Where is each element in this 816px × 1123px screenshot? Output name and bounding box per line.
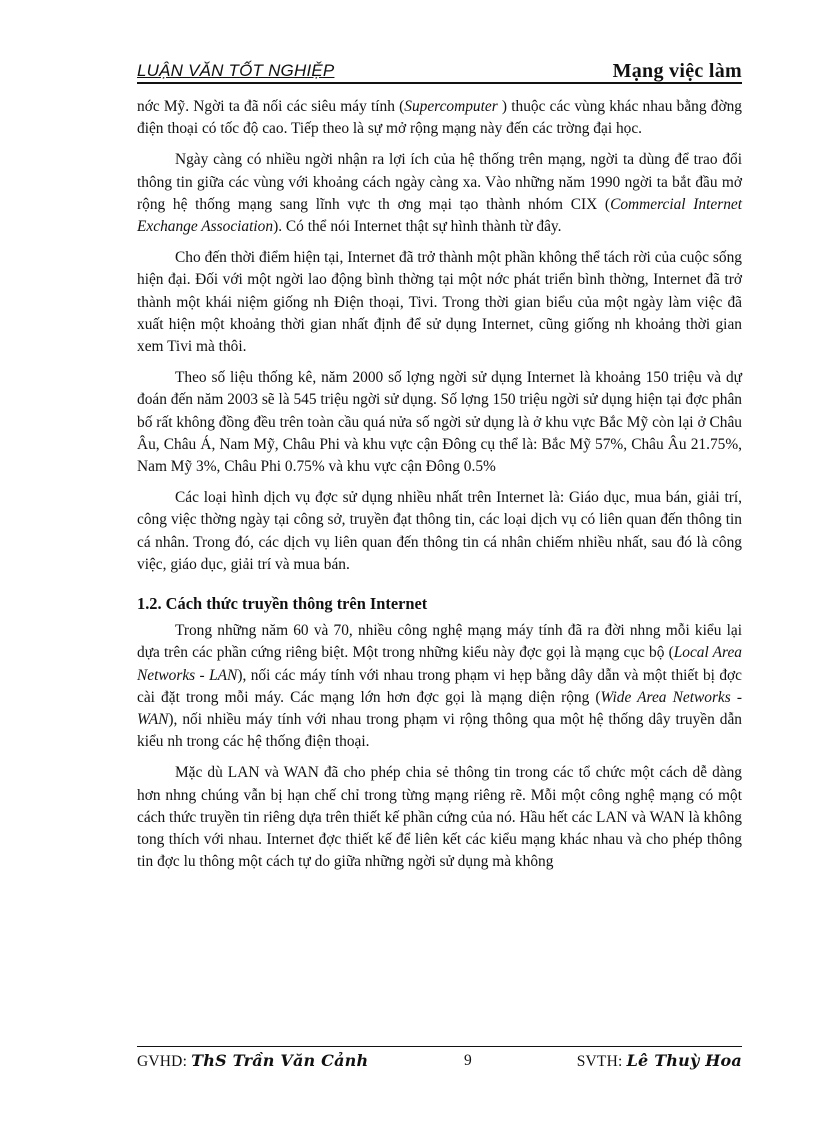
term-cix: Commercial Internet Exchange Association — [137, 195, 742, 236]
paragraph-2 — [137, 149, 742, 238]
header-rule — [137, 82, 742, 84]
term-supercomputer: Supercomputer — [404, 98, 498, 115]
paragraph-5: Các loại hình dịch vụ đợc sử dụng nhiều nhất trên Internet là: Giáo dục, mua bán, giải trí, công việc thờng ngày tại công sở, truyền đạt thông tin, các loại dịch vụ có liên quan đến thông tin cá nhân. Trong đó, các dịch vụ liên quan đến thông tin cá nhân chiếm nhiều nhất, sau đó là công việc, giáo dục, giải trí và mua bán. — [137, 489, 742, 573]
page-header — [137, 58, 742, 84]
paragraph-3: Cho đến thời điểm hiện tại, Internet đã trở thành một phần không thể tách rời của cuộc sống hiện đại. Đối với một ngời lao động bình thờng tại một nớc phát triển bình thờng, Internet đã trở thành một khái niệm giống nh Điện thoại, Tivi. Trong thời gian biểu của một ngày làm việc đã xuất hiện một khoảng thời gian nhất định để sử dụng Internet, cũng giống nh khoảng thời gian xem Tivi mà thôi. — [137, 249, 742, 356]
footer-supervisor — [137, 1051, 368, 1071]
footer-student-name: Lê Thuỳ Hoa — [626, 1051, 742, 1070]
header-topic-title: Mạng việc làm — [612, 60, 742, 82]
footer-supervisor-label: GVHD: — [137, 1053, 188, 1070]
footer-supervisor-name: ThS Trần Văn Cảnh — [191, 1051, 369, 1070]
section-heading: 1.2. Cách thức truyền thông trên Internet — [137, 594, 428, 614]
paragraph-4: Theo số liệu thống kê, năm 2000 số lợng ngời sử dụng Internet là khoảng 150 triệu và dự đoán đến năm 2003 sẽ là 545 triệu ngời sử dụng. Số lợng 150 triệu ngời sử dụng hiện tại đợc phân bố rất không đồng đều trên toàn cầu quá nửa số ngời sử dụng là ở khu vực Bắc Mỹ còn lại ở Châu Âu, Châu Á, Nam Mỹ, Châu Phi và khu vực cận Đông cụ thể là: Bắc Mỹ 57%, Châu Âu 21.75%, Nam Mỹ 3%, Châu Phi 0.75% và khu vực cận Đông 0.5% — [137, 369, 742, 476]
term-lan: Local Area Networks - LAN — [137, 644, 742, 684]
term-wan: Wide Area Networks - WAN — [137, 688, 742, 729]
paragraph-1-text-b: ) thuộc các vùng khác nhau bằng đờng điện thoại có tốc độ cao. Tiếp theo là sự mở rộng mạng này đến các trờng đại học. — [137, 98, 742, 138]
paragraph-1-text-a: nớc Mỹ. Ngời ta đã nối các siêu máy tính ( — [137, 98, 405, 115]
paragraph-2-text-a: Ngày càng có nhiều ngời nhận ra lợi ích của hệ thống trên mạng, ngời ta dùng để trao đổi thông tin giữa các vùng với khoảng cách ngày càng xa. Vào những năm 1990 ngời ta bắt đầu mở rộng hệ thống mạng sang lĩnh vực th ơng mại tạo thành nhóm CIX ( — [137, 151, 742, 213]
paragraph-6 — [137, 620, 742, 753]
header-thesis-title: LUẬN VĂN TỐT NGHIỆP — [137, 61, 335, 80]
footer-student — [577, 1051, 742, 1071]
page-number: 9 — [464, 1052, 472, 1069]
page-body — [137, 96, 742, 883]
paragraph-2-text-b: ). Có thể nói Internet thật sự hình thành từ đây. — [273, 218, 562, 236]
paragraph-6-text-b: ), nối các máy tính với nhau trong phạm vi hẹp bằng dây dẫn và một thiết bị đợc cài đặt trong mỗi máy. Các mạng lớn hơn đợc gọi là mạng diện rộng ( — [137, 666, 742, 706]
paragraph-7: Mặc dù LAN và WAN đã cho phép chia sẻ thông tin trong các tổ chức một cách dễ dàng hơn nhng chúng vẫn bị hạn chế chỉ trong từng mạng riêng rẽ. Mỗi một công nghệ mạng có một cách thức truyền tin riêng dựa trên thiết kế phần cứng của nó. Hầu hết các LAN và WAN là không tong thích với nhau. Internet đợc thiết kế để liên kết các kiểu mạng khác nhau và cho phép thông tin đợc lu thông một cách tự do giữa những ngời sử dụng mà không — [137, 764, 742, 871]
paragraph-1 — [137, 96, 742, 140]
paragraph-6-text-c: ), nối nhiều máy tính với nhau trong phạm vi rộng thông qua một hệ thống dây truyền dẫn kiểu nh trong các hệ thống điện thoại. — [137, 711, 742, 751]
paragraph-6-text-a: Trong những năm 60 và 70, nhiều công nghệ mạng máy tính đã ra đời nhng mỗi kiểu lại dựa trên các phần cứng riêng biệt. Một trong những kiểu này đợc gọi là mạng cục bộ ( — [137, 622, 742, 662]
page-footer — [137, 1046, 742, 1071]
footer-student-label: SVTH: — [576, 1053, 623, 1070]
